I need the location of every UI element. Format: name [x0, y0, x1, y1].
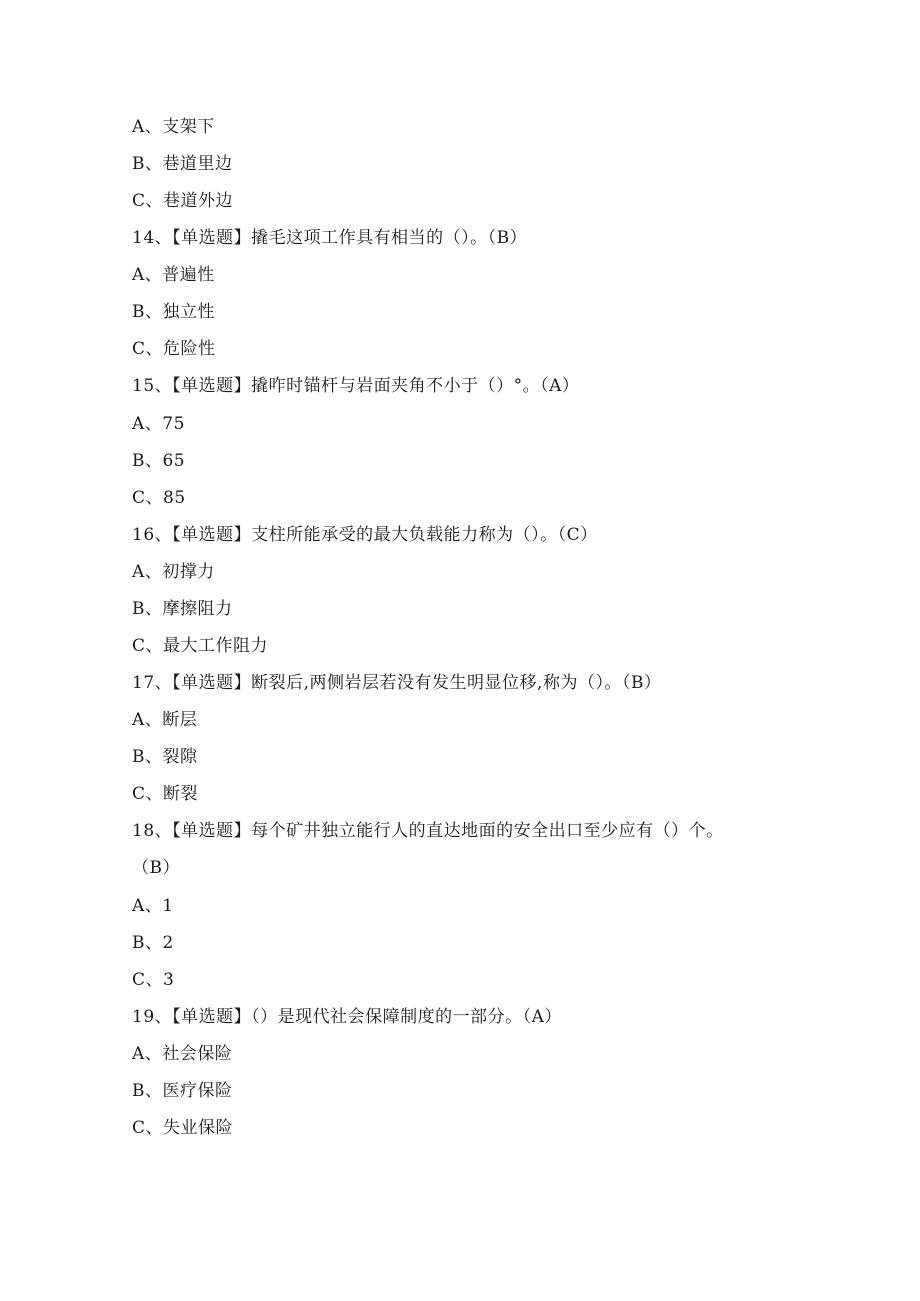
question-15: 15、【单选题】撬咋时锚杆与岩面夹角不小于（）°。（A）	[132, 376, 580, 396]
option-c: C、85	[132, 488, 186, 508]
option-b: B、独立性	[132, 302, 215, 322]
question-16: 16、【单选题】支柱所能承受的最大负载能力称为（）。（C）	[132, 525, 598, 545]
option-a: A、初撑力	[132, 562, 215, 582]
option-a: A、普遍性	[132, 265, 215, 285]
option-b: B、医疗保险	[132, 1081, 233, 1101]
question-17: 17、【单选题】断裂后,两侧岩层若没有发生明显位移,称为（）。（B）	[132, 673, 662, 693]
option-c: C、断裂	[132, 784, 199, 804]
option-a: A、75	[132, 414, 185, 434]
option-c: C、巷道外边	[132, 191, 234, 211]
option-c: C、失业保险	[132, 1118, 234, 1138]
option-b: B、65	[132, 451, 186, 471]
question-14: 14、【单选题】撬毛这项工作具有相当的（）。（B）	[132, 228, 528, 248]
option-b: B、巷道里边	[132, 154, 233, 174]
question-18: 18、【单选题】每个矿井独立能行人的直达地面的安全出口至少应有（）个。	[132, 821, 724, 841]
option-a: A、社会保险	[132, 1044, 233, 1064]
option-b: B、摩擦阻力	[132, 599, 233, 619]
option-a: A、支架下	[132, 117, 215, 137]
option-b: B、2	[132, 933, 174, 953]
option-b: B、裂隙	[132, 747, 198, 767]
option-c: C、危险性	[132, 339, 216, 359]
question-18-answer: （B）	[132, 858, 180, 878]
option-c: C、3	[132, 970, 175, 990]
option-c: C、最大工作阻力	[132, 636, 269, 656]
option-a: A、断层	[132, 710, 198, 730]
option-a: A、1	[132, 896, 174, 916]
question-19: 19、【单选题】（）是现代社会保障制度的一部分。（A）	[132, 1007, 562, 1027]
